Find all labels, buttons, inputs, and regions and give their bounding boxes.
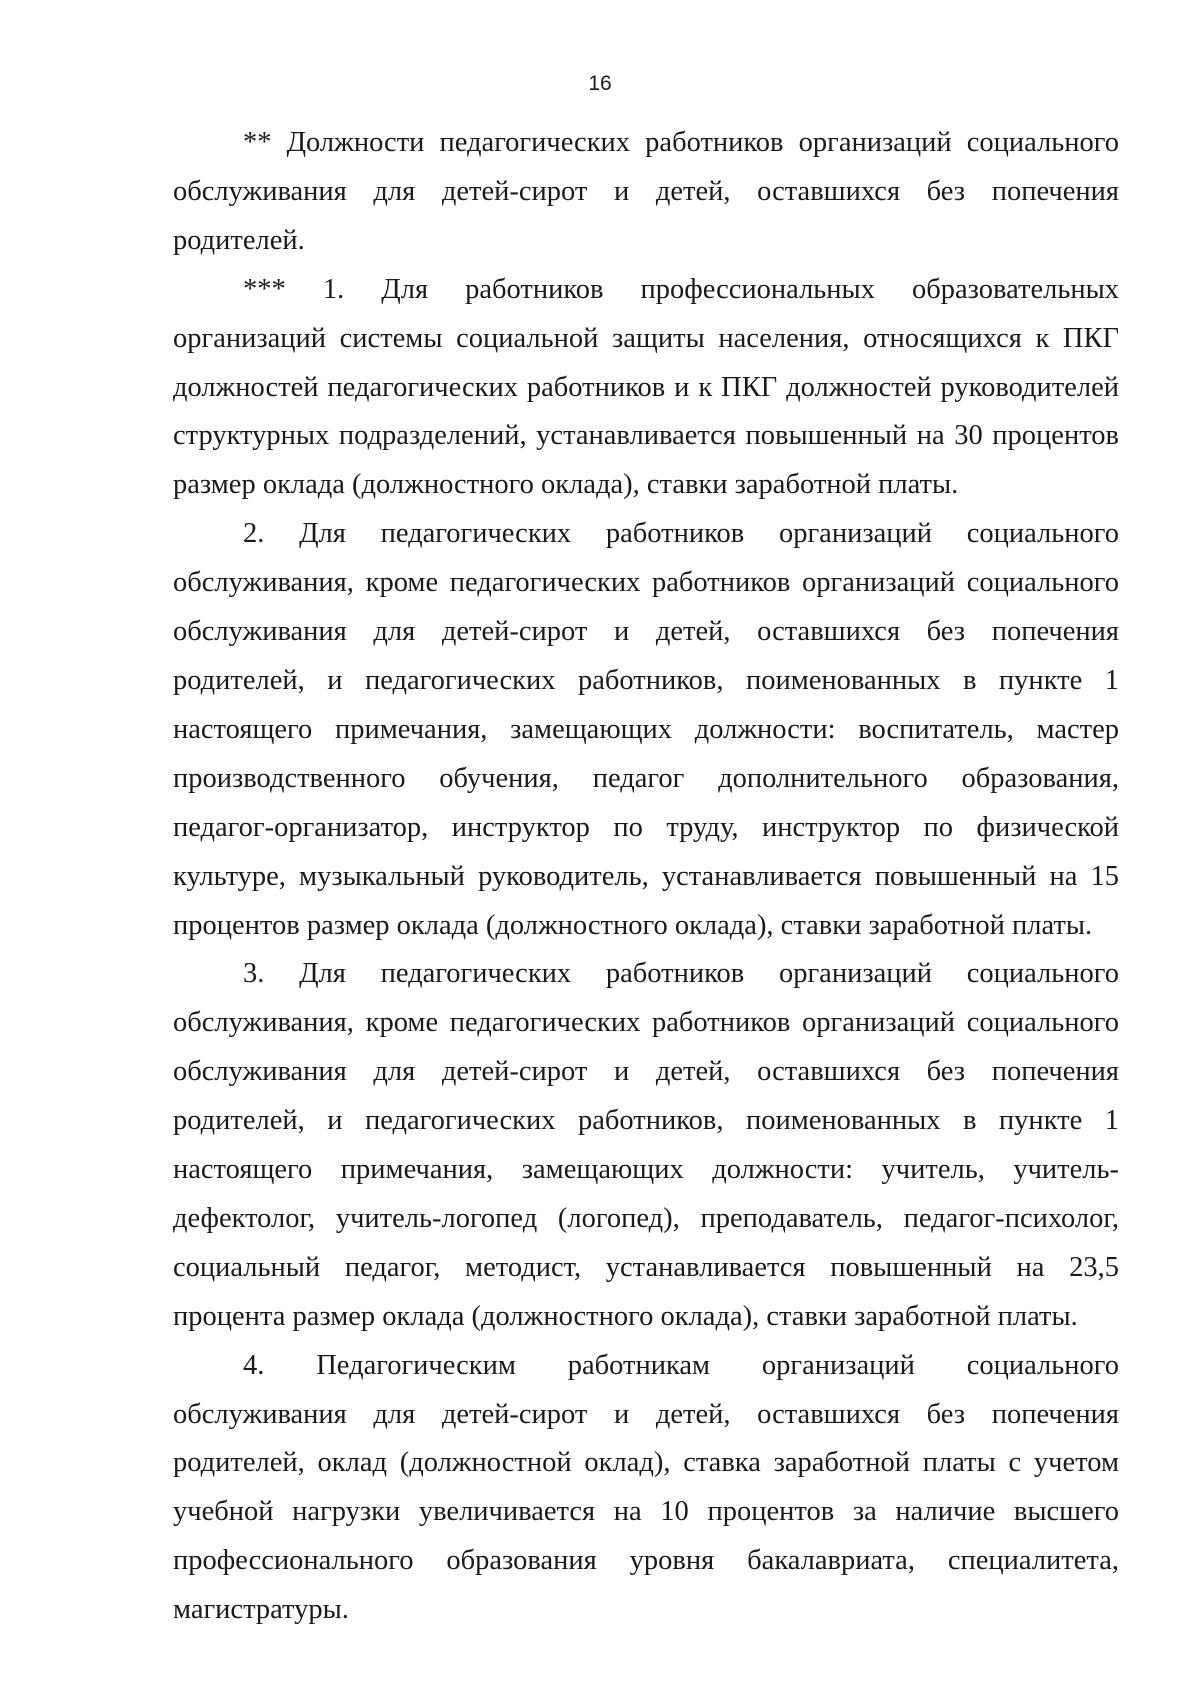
note-item-4: 4. Педагогическим работникам организаций социального обслуживания для детей-сирот и детей, оставшихся без попечения родителей, оклад (должностной оклад), ставка заработной платы с учетом учебной нагрузки увеличивается на 10 процентов за наличие высшего профессионального образования уровня бакалавриата, специалитета, магистратуры.	[173, 1349, 1119, 1626]
page-number: 16	[588, 72, 612, 95]
footnote-paragraph: ** Должности педагогических работников организаций социального обслуживания для детей-сирот и детей, оставшихся без попечения родителей.	[173, 127, 1119, 256]
note-item-2: 2. Для педагогических работников организаций социального обслуживания, кроме педагогических работников организаций социального обслуживания для детей-сирот и детей, оставшихся без попечения родителей, и педагогических работников, поименованных в пункте 1 настоящего примечания, замещающих должности: воспитатель, мастер производственного обучения, педагог дополнительного образования, педагог-организатор, инструктор по труду, инструктор по физической культуре, музыкальный руководитель, устанавливается повышенный на 15 процентов размер оклада (должностного оклада), ставки заработной платы.	[173, 518, 1119, 941]
note-item-1: *** 1. Для работников профессиональных образовательных организаций системы социальной защиты населения, относящихся к ПКГ должностей педагогических работников и к ПКГ должностей руководителей структурных подразделений, устанавливается повышенный на 30 процентов размер оклада (должностного оклада), ставки заработной платы.	[173, 273, 1119, 501]
note-item-3: 3. Для педагогических работников организаций социального обслуживания, кроме педагогических работников организаций социального обслуживания для детей-сирот и детей, оставшихся без попечения родителей, и педагогических работников, поименованных в пункте 1 настоящего примечания, замещающих должности: учитель, учитель-дефектолог, учитель-логопед (логопед), преподаватель, педагог-психолог, социальный педагог, методист, устанавливается повышенный на 23,5 процента размер оклада (должностного оклада), ставки заработной платы.	[173, 958, 1119, 1332]
document-body	[173, 119, 1119, 1635]
